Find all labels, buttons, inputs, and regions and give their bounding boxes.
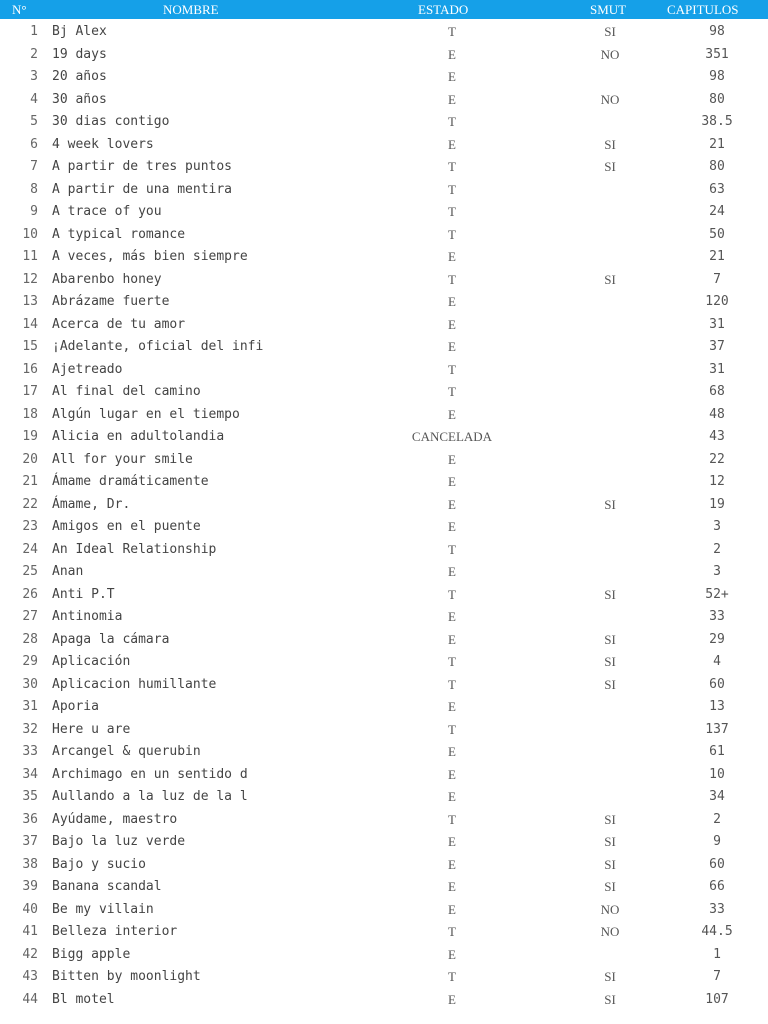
row-smut: SI	[604, 969, 616, 984]
row-capitulos: 50	[709, 226, 725, 242]
row-number: 38	[22, 856, 38, 872]
table-row	[0, 854, 768, 877]
row-nombre: 30 años	[52, 91, 107, 107]
row-number: 37	[22, 834, 38, 849]
row-capitulos: 68	[709, 384, 725, 399]
row-number: 29	[22, 654, 38, 669]
row-estado: E	[448, 69, 456, 84]
row-capitulos: 22	[709, 451, 725, 467]
row-estado: E	[448, 699, 456, 714]
row-number: 39	[22, 879, 38, 894]
row-number: 44	[22, 991, 38, 1007]
row-capitulos: 61	[709, 744, 725, 759]
row-nombre: Amigos en el puente	[52, 519, 201, 534]
row-estado: E	[448, 609, 456, 624]
table-row	[0, 471, 768, 494]
row-nombre: Be my villain	[52, 901, 154, 917]
table-row	[0, 291, 768, 314]
row-capitulos: 137	[705, 721, 729, 737]
table-row	[0, 696, 768, 719]
row-capitulos: 7	[713, 271, 721, 287]
row-nombre: Alicia en adultolandia	[52, 429, 225, 444]
row-capitulos: 66	[709, 879, 725, 894]
row-capitulos: 120	[705, 294, 729, 309]
row-estado: E	[448, 744, 456, 759]
row-estado: E	[448, 946, 456, 962]
row-number: 19	[22, 429, 38, 444]
row-nombre: A partir de tres puntos	[52, 159, 233, 174]
table-row	[0, 539, 768, 562]
table-row	[0, 809, 768, 832]
row-smut: SI	[604, 811, 616, 827]
table-row	[0, 921, 768, 944]
row-estado: E	[448, 339, 456, 354]
row-nombre: Belleza interior	[52, 924, 178, 939]
table-row	[0, 989, 768, 1012]
table-row	[0, 336, 768, 359]
table-row	[0, 516, 768, 539]
header-estado: ESTADO	[418, 2, 469, 17]
row-number: 30	[22, 676, 38, 692]
table-row	[0, 831, 768, 854]
row-number: 20	[22, 451, 38, 467]
header-capitulos: CAPITULOS	[667, 2, 739, 17]
row-nombre: 30 dias contigo	[52, 114, 170, 129]
row-number: 10	[22, 226, 38, 242]
row-capitulos: 48	[709, 406, 725, 422]
row-nombre: Banana scandal	[52, 879, 162, 894]
row-estado: E	[448, 451, 456, 467]
table-row	[0, 381, 768, 404]
row-number: 26	[22, 586, 38, 602]
row-estado: E	[448, 564, 456, 579]
row-smut: SI	[604, 24, 616, 39]
table-row	[0, 786, 768, 809]
row-nombre: Here u are	[52, 721, 131, 737]
row-smut: NO	[600, 924, 620, 939]
row-estado: E	[448, 519, 456, 534]
row-number: 25	[22, 564, 38, 579]
row-capitulos: 9	[713, 834, 721, 849]
table-row	[0, 719, 768, 742]
table-row	[0, 201, 768, 224]
row-number: 17	[22, 384, 38, 399]
row-nombre: Bajo la luz verde	[52, 834, 186, 849]
row-estado: T	[448, 811, 456, 827]
row-capitulos: 98	[709, 69, 725, 84]
row-number: 13	[22, 294, 38, 309]
row-smut: SI	[604, 586, 616, 602]
row-estado: T	[448, 361, 456, 377]
table-row	[0, 156, 768, 179]
row-nombre: A typical romance	[52, 226, 186, 242]
row-number: 24	[22, 541, 38, 557]
row-capitulos: 63	[709, 181, 725, 197]
row-nombre: Aplicacion humillante	[52, 676, 217, 692]
row-nombre: 20 años	[52, 69, 107, 84]
table-row	[0, 111, 768, 134]
row-number: 4	[30, 91, 38, 107]
row-nombre: Apaga la cámara	[52, 631, 170, 647]
row-estado: T	[448, 24, 456, 39]
row-estado: E	[448, 249, 456, 264]
table-row	[0, 44, 768, 67]
row-estado: E	[448, 316, 456, 332]
table-row	[0, 764, 768, 787]
row-capitulos: 38.5	[701, 114, 733, 129]
row-estado: E	[448, 294, 456, 309]
row-smut: SI	[604, 631, 616, 647]
row-estado: T	[448, 676, 456, 692]
row-number: 9	[30, 204, 38, 219]
row-smut: SI	[604, 856, 616, 872]
table-row	[0, 876, 768, 899]
row-number: 3	[30, 69, 38, 84]
table-row	[0, 606, 768, 629]
table-row	[0, 404, 768, 427]
row-number: 22	[22, 496, 38, 512]
row-nombre: Abrázame fuerte	[52, 294, 170, 309]
row-number: 21	[22, 474, 38, 489]
row-nombre: Archimago en un sentido d	[52, 766, 248, 782]
row-number: 15	[22, 339, 38, 354]
table-row	[0, 89, 768, 112]
table-row	[0, 66, 768, 89]
row-nombre: An Ideal Relationship	[52, 541, 217, 557]
row-estado: E	[448, 496, 456, 512]
row-capitulos: 2	[713, 541, 721, 557]
table-row	[0, 674, 768, 697]
row-estado: T	[448, 721, 456, 737]
row-number: 12	[22, 271, 38, 287]
row-estado: E	[448, 631, 456, 647]
row-nombre: A trace of you	[52, 204, 162, 219]
row-nombre: ¡Adelante, oficial del infi	[52, 339, 264, 354]
row-capitulos: 31	[709, 361, 725, 377]
row-smut: SI	[604, 496, 616, 512]
row-estado: E	[448, 856, 456, 872]
row-smut: NO	[600, 901, 620, 917]
row-smut: SI	[604, 136, 616, 152]
table-row	[0, 449, 768, 472]
row-number: 2	[30, 46, 38, 62]
row-smut: SI	[604, 834, 616, 849]
header-nombre: NOMBRE	[163, 2, 219, 17]
row-nombre: Bl motel	[52, 991, 115, 1007]
row-nombre: Antinomia	[52, 609, 123, 624]
row-nombre: Al final del camino	[52, 384, 201, 399]
row-capitulos: 3	[713, 519, 721, 534]
row-nombre: 19 days	[52, 46, 107, 62]
row-capitulos: 24	[709, 204, 725, 219]
row-capitulos: 98	[709, 24, 725, 39]
row-nombre: A partir de una mentira	[52, 181, 233, 197]
row-estado: E	[448, 406, 456, 422]
row-estado: T	[448, 586, 456, 602]
row-estado: T	[448, 114, 456, 129]
table-row	[0, 966, 768, 989]
row-capitulos: 44.5	[701, 924, 733, 939]
row-estado: T	[448, 541, 456, 557]
row-estado: T	[448, 969, 456, 984]
row-capitulos: 4	[713, 654, 721, 669]
table-row	[0, 269, 768, 292]
row-nombre: Aullando a la luz de la l	[52, 789, 248, 804]
row-number: 1	[30, 24, 38, 39]
row-capitulos: 19	[709, 496, 725, 512]
row-capitulos: 80	[709, 91, 725, 107]
row-number: 40	[22, 901, 38, 917]
row-capitulos: 3	[713, 564, 721, 579]
row-estado: T	[448, 271, 456, 287]
row-capitulos: 1	[713, 946, 721, 962]
row-estado: T	[448, 226, 456, 242]
row-capitulos: 60	[709, 676, 725, 692]
row-number: 33	[22, 744, 38, 759]
row-number: 11	[22, 249, 38, 264]
row-nombre: Anan	[52, 564, 84, 579]
row-capitulos: 37	[709, 339, 725, 354]
row-estado: T	[448, 181, 456, 197]
row-capitulos: 60	[709, 856, 725, 872]
row-nombre: Arcangel & querubin	[52, 744, 201, 759]
table-row	[0, 134, 768, 157]
row-capitulos: 52+	[705, 586, 729, 602]
row-number: 42	[22, 946, 38, 962]
row-smut: NO	[600, 91, 620, 107]
row-nombre: A veces, más bien siempre	[52, 249, 248, 264]
row-capitulos: 21	[709, 136, 725, 152]
row-capitulos: 10	[709, 766, 725, 782]
row-estado: E	[448, 766, 456, 782]
table-row	[0, 651, 768, 674]
row-capitulos: 33	[709, 609, 725, 624]
row-nombre: All for your smile	[52, 451, 193, 467]
row-estado: E	[448, 91, 456, 107]
table-row	[0, 359, 768, 382]
row-number: 14	[22, 316, 38, 332]
row-smut: SI	[604, 991, 616, 1007]
row-number: 7	[30, 159, 38, 174]
row-smut: SI	[604, 159, 616, 174]
row-smut: SI	[604, 879, 616, 894]
row-nombre: Bj Alex	[52, 24, 107, 39]
table-row	[0, 179, 768, 202]
row-capitulos: 12	[709, 474, 725, 489]
row-nombre: Ayúdame, maestro	[52, 811, 178, 827]
row-capitulos: 34	[709, 789, 725, 804]
table-row	[0, 629, 768, 652]
row-estado: T	[448, 204, 456, 219]
row-estado: CANCELADA	[411, 429, 493, 444]
header-smut: SMUT	[590, 2, 627, 17]
table-row	[0, 584, 768, 607]
row-capitulos: 80	[709, 159, 725, 174]
row-estado: E	[448, 991, 456, 1007]
row-number: 36	[22, 811, 38, 827]
row-number: 28	[22, 631, 38, 647]
row-estado: E	[448, 474, 456, 489]
table-row	[0, 224, 768, 247]
row-capitulos: 2	[713, 811, 721, 827]
row-estado: T	[448, 654, 456, 669]
row-number: 35	[22, 789, 38, 804]
row-capitulos: 351	[705, 46, 729, 62]
row-number: 41	[22, 924, 38, 939]
row-estado: E	[448, 834, 456, 849]
row-nombre: Acerca de tu amor	[52, 316, 186, 332]
row-smut: SI	[604, 676, 616, 692]
row-number: 23	[22, 519, 38, 534]
row-number: 16	[22, 361, 38, 377]
row-number: 43	[22, 969, 38, 984]
row-estado: T	[448, 924, 456, 939]
table-row	[0, 494, 768, 517]
row-estado: E	[448, 901, 456, 917]
row-nombre: Algún lugar en el tiempo	[52, 406, 240, 422]
table-row	[0, 314, 768, 337]
row-number: 8	[30, 181, 38, 197]
row-capitulos: 107	[705, 991, 729, 1007]
row-capitulos: 21	[709, 249, 725, 264]
table-header	[0, 0, 768, 19]
table-row	[0, 21, 768, 44]
row-nombre: Abarenbo honey	[52, 271, 162, 287]
row-number: 34	[22, 766, 38, 782]
row-number: 18	[22, 406, 38, 422]
row-estado: T	[448, 384, 456, 399]
row-smut: SI	[604, 654, 616, 669]
row-capitulos: 33	[709, 901, 725, 917]
row-number: 6	[30, 136, 38, 152]
row-number: 31	[22, 699, 38, 714]
row-estado: T	[448, 159, 456, 174]
row-estado: E	[448, 46, 456, 62]
row-capitulos: 7	[713, 969, 721, 984]
row-nombre: Aplicación	[52, 654, 131, 669]
table-row	[0, 561, 768, 584]
table-body	[0, 21, 768, 1011]
row-number: 32	[22, 721, 38, 737]
table-row	[0, 246, 768, 269]
row-capitulos: 29	[709, 631, 725, 647]
row-nombre: Ajetreado	[52, 361, 123, 377]
table-row	[0, 426, 768, 449]
row-estado: E	[448, 789, 456, 804]
row-nombre: Bigg apple	[52, 946, 131, 962]
row-nombre: 4 week lovers	[52, 136, 154, 152]
row-nombre: Bitten by moonlight	[52, 969, 201, 984]
row-nombre: Aporia	[52, 699, 99, 714]
row-number: 27	[22, 609, 38, 624]
row-smut: SI	[604, 271, 616, 287]
row-estado: E	[448, 136, 456, 152]
row-nombre: Ámame, Dr.	[52, 496, 131, 512]
row-number: 5	[30, 114, 38, 129]
row-smut: NO	[600, 46, 620, 62]
row-capitulos: 31	[709, 316, 725, 332]
row-nombre: Bajo y sucio	[52, 856, 146, 872]
row-capitulos: 13	[709, 699, 725, 714]
row-estado: E	[448, 879, 456, 894]
table-row	[0, 944, 768, 967]
row-capitulos: 43	[709, 429, 725, 444]
row-nombre: Ámame dramáticamente	[52, 474, 209, 489]
header-num: N°	[12, 2, 27, 17]
row-nombre: Anti P.T	[52, 586, 115, 602]
table-row	[0, 741, 768, 764]
table-row	[0, 899, 768, 922]
